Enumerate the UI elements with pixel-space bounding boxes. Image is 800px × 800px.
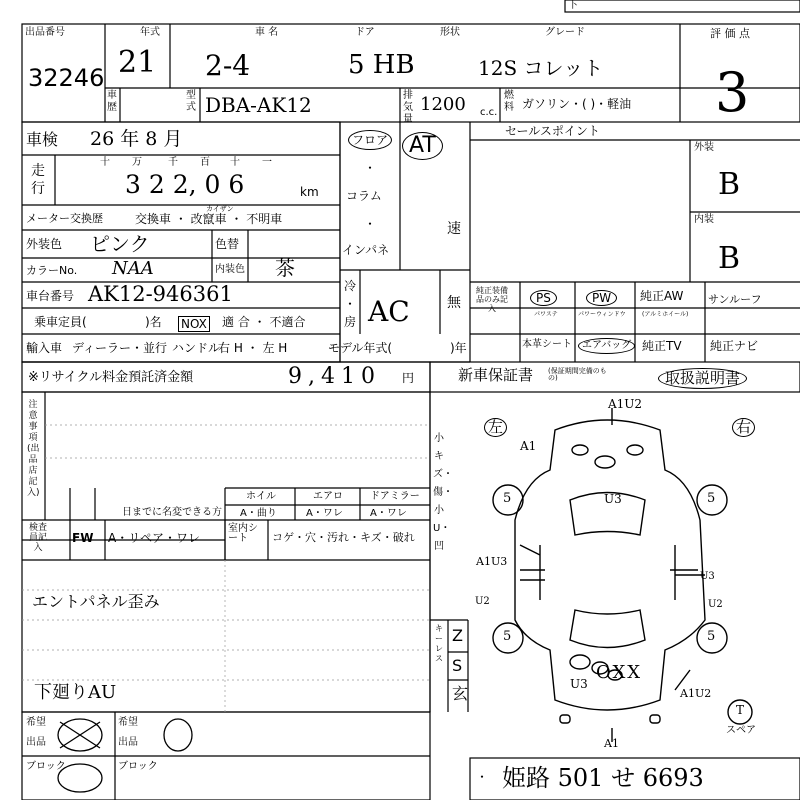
exterior-grade-label: 外装	[694, 142, 714, 153]
mileage-km: km	[300, 185, 319, 199]
mark-a1-bottom: A1	[604, 737, 619, 750]
vin-value: AK12-946361	[88, 282, 233, 306]
mark-u3-top: U3	[604, 492, 622, 506]
equip-pw: PW	[586, 290, 617, 306]
mileage-unit-0: 十	[100, 157, 110, 168]
mirror-value: A・ワレ	[370, 508, 407, 519]
equip-sunroof: サンルーフ	[708, 293, 762, 306]
wheel-label: ホイル	[246, 491, 276, 502]
mark-u2-left: U2	[475, 596, 490, 607]
exterior-color-label: 外装色	[26, 237, 63, 251]
speed-label: 速	[447, 221, 461, 237]
spare-label: スペア	[726, 725, 756, 736]
diagram-left-label: 左	[484, 418, 507, 437]
car-name-value: 2-4	[205, 49, 251, 82]
score-label: 評 価 点	[710, 27, 750, 40]
wheel-front-right: 5	[707, 491, 716, 506]
mark-u3-rear: U3	[570, 677, 588, 691]
interior-grade-label: 内装	[694, 214, 714, 225]
notes-due-label: 日までに名変できる方	[122, 507, 222, 518]
shift-floor: フロア	[348, 130, 392, 150]
mileage-unit-1: 万	[132, 157, 142, 168]
warranty-label: 新車保証書	[458, 366, 534, 384]
nox-label: NOX	[178, 316, 210, 332]
year-label: 年式	[140, 27, 160, 38]
vin-label: 車台番号	[26, 289, 75, 303]
displacement-value: 1200	[420, 94, 466, 115]
model-value: DBA-AK12	[205, 93, 312, 117]
model-label: 型式	[186, 90, 196, 113]
fuel-label: 燃料	[504, 90, 514, 113]
model-year-end: )年	[450, 341, 467, 355]
grade-label: グレード	[545, 27, 585, 38]
cc-label: c.c.	[480, 107, 498, 118]
equip-pw-sub: パワーウィンドウ	[578, 311, 626, 318]
lot-number-value: 32246	[28, 64, 105, 92]
mark-a1: A1	[520, 439, 537, 453]
handwritten-note-2: 下廻りAU	[34, 682, 117, 703]
doors-label: ドア	[355, 27, 375, 38]
handle-label: ハンドル	[172, 341, 221, 355]
lot-number-label: 出品番号	[25, 27, 65, 38]
exterior-grade-value: B	[718, 167, 741, 202]
equip-ps-sub: パワステ	[534, 311, 558, 318]
recycle-value: 9,410	[288, 364, 381, 389]
mark-spare-t: T	[736, 703, 745, 717]
fw-label: FW	[72, 531, 94, 545]
wheel-rear-right: 5	[707, 629, 716, 644]
color-no-value: NAA	[112, 258, 154, 279]
ac-value: AC	[368, 295, 410, 328]
car-name-label: 車 名	[255, 27, 279, 38]
equip-ps: PS	[530, 290, 557, 306]
mileage-unit-4: 十	[230, 157, 240, 168]
color-change-label: 色替	[215, 237, 240, 251]
zs-s: S	[452, 656, 463, 675]
aero-label: エアロ	[313, 491, 343, 502]
wheel-value: A・曲り	[240, 508, 277, 519]
seat-label: 室内シート	[228, 523, 258, 544]
aero-value: A・ワレ	[306, 508, 343, 519]
equip-airbag: エアバッグ	[578, 338, 635, 354]
notes-side-label: 注意事項(出品店記入)	[27, 400, 40, 498]
ac-label-2: 房	[344, 315, 357, 329]
inspector-label: 検査員記入	[28, 523, 47, 553]
plate-dot: ・	[476, 770, 489, 784]
sales-point-label: セールスポイント	[505, 124, 600, 138]
mark-u2-right: U2	[708, 599, 723, 610]
recycle-label: ※リサイクル料金預託済金額	[28, 370, 194, 385]
chassis-label: 車歴	[107, 90, 117, 113]
mark-u3-right: U3	[700, 571, 715, 582]
meter-label: メーター交換歴	[26, 212, 103, 225]
zs-genkan: 玄	[452, 684, 469, 703]
fw-text: A・リペア・ワレ	[108, 531, 200, 545]
doors-shape-value: 5 HB	[348, 50, 415, 80]
ac-label-1: ・	[344, 297, 357, 311]
equipment-notes: 純正装備品のみ記入	[476, 286, 508, 313]
bottom-wish-label: 希望	[26, 717, 46, 728]
meter-options: 交換車 ・ 改竄車 ・ 不明車	[135, 212, 283, 226]
mileage-unit-2: 千	[168, 157, 178, 168]
score-value: 3	[715, 61, 750, 124]
bottom-lot-label: 出品	[26, 737, 46, 748]
shift-dot-1: ・	[364, 161, 377, 175]
mileage-value: 3 2 2, 0 6	[125, 170, 245, 199]
bottom-lot-label-2: 出品	[118, 737, 138, 748]
wheel-rear-left: 5	[503, 629, 512, 644]
shift-column: コラム	[346, 189, 382, 203]
keyless-label: キーレス	[435, 624, 443, 663]
capacity-label: 乗車定員(	[34, 315, 87, 329]
mark-a1u3: A1U3	[476, 555, 508, 568]
mirror-label: ドアミラー	[370, 491, 420, 502]
interior-color-value: 茶	[275, 256, 295, 280]
inspection-value: 26 年 8 月	[90, 128, 183, 150]
meter-furigana: カイザン	[206, 205, 234, 213]
handwritten-note-1: エントパネル歪み	[32, 592, 160, 611]
manual-label: 取扱説明書	[658, 368, 747, 389]
nox-options: 適 合 ・ 不適合	[222, 315, 306, 329]
bottom-block-label: ブロック	[26, 761, 66, 772]
displacement-label: 排気量	[403, 90, 413, 125]
equip-aw-sub: (アルミホイール)	[642, 311, 689, 318]
capacity-unit: )名	[145, 315, 162, 329]
equip-aw: 純正AW	[640, 289, 684, 303]
mark-a1u2-rear: A1U2	[680, 687, 712, 700]
mark-oxx: OXX	[596, 662, 643, 683]
diagram-right-label: 右	[732, 418, 755, 437]
plate-number: 姫路 501 せ 6693	[502, 764, 704, 792]
interior-grade-value: B	[718, 241, 741, 276]
ac-label-0: 冷	[344, 279, 357, 293]
handle-options: 右 H ・ 左 H	[218, 341, 288, 355]
none-label: 無	[447, 295, 461, 311]
shape-label: 形状	[440, 27, 460, 38]
shift-inpane: インパネ	[342, 243, 390, 257]
year-value: 21	[118, 45, 157, 80]
bottom-wish-label-2: 希望	[118, 717, 138, 728]
mileage-unit-3: 百	[200, 157, 210, 168]
shift-dot-2: ・	[364, 217, 377, 231]
wheel-front-left: 5	[503, 491, 512, 506]
grade-value: 12S コレット	[478, 56, 604, 80]
fuel-value: ガソリン・( )・軽油	[522, 97, 632, 111]
import-dealer: ディーラー・並行	[72, 341, 168, 355]
mileage-label: 走行	[31, 163, 45, 197]
equip-tv: 純正TV	[642, 339, 682, 353]
import-label: 輸入車	[26, 341, 63, 355]
small-scratch-label: 小キズ・傷・小U・凹	[433, 433, 453, 552]
model-year-label: モデル年式(	[328, 341, 393, 355]
zs-z: Z	[452, 626, 463, 645]
equip-leather: 本革シート	[522, 339, 572, 350]
color-no-label: カラーNo.	[26, 264, 78, 277]
warranty-sub: (保証期間完備のもの)	[548, 367, 607, 382]
inspection-label: 車検	[26, 130, 59, 149]
recycle-unit: 円	[402, 371, 415, 385]
equip-navi: 純正ナビ	[710, 339, 759, 353]
top-right-mark: 下	[568, 0, 578, 11]
mark-top: A1U2	[608, 397, 643, 411]
bottom-block-label-2: ブロック	[118, 761, 158, 772]
seat-value: コゲ・穴・汚れ・キズ・破れ	[272, 531, 415, 544]
exterior-color-value: ピンク	[90, 232, 150, 256]
interior-color-label: 内装色	[215, 264, 245, 275]
shift-at: AT	[402, 132, 443, 160]
mileage-unit-5: 一	[262, 157, 272, 168]
